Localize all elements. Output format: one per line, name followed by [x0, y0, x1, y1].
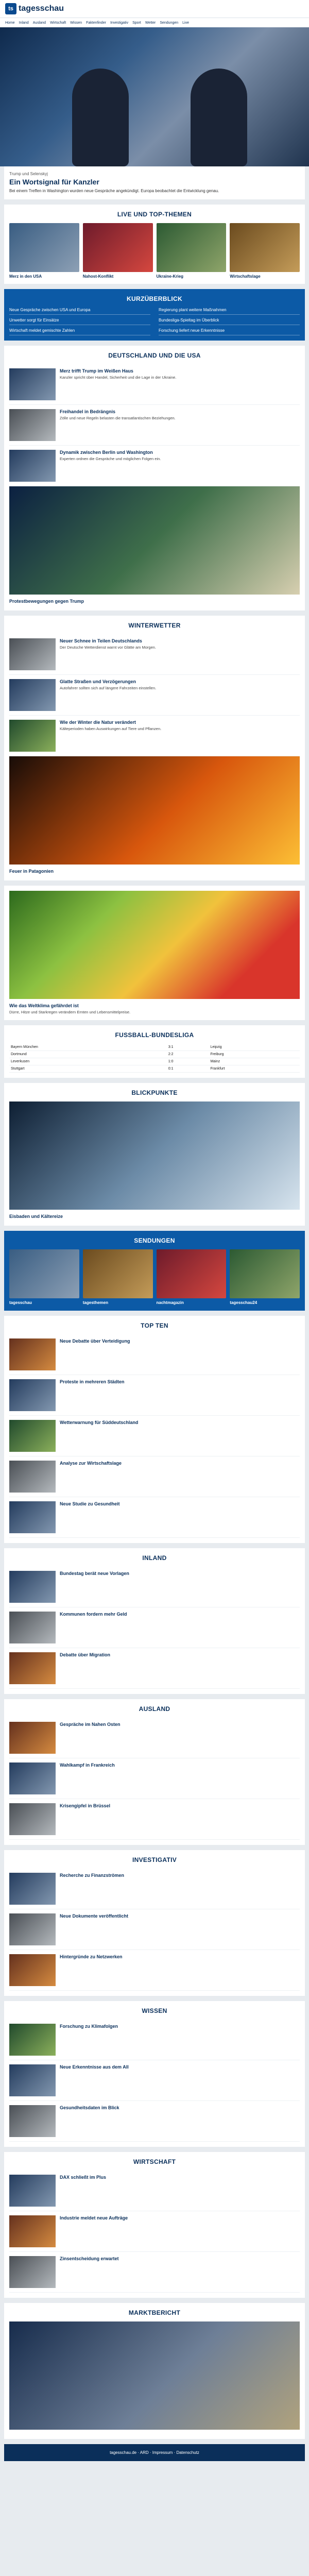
live-topics [4, 205, 305, 284]
article-image [9, 1420, 56, 1452]
article-title: Recherche zu Finanzströmen [60, 1872, 125, 1878]
list-item[interactable] [9, 716, 300, 756]
article-image [9, 1338, 56, 1370]
article-image [9, 2256, 56, 2288]
feature-image[interactable] [9, 486, 300, 595]
article-title: Gespräche im Nahen Osten [60, 1721, 121, 1727]
summary-item[interactable]: Unwetter sorgt für Einsätze [9, 318, 150, 325]
topten-item[interactable] [9, 1375, 300, 1416]
article-title: Dynamik zwischen Berlin und Washington [60, 450, 153, 455]
table-row[interactable] [9, 1065, 300, 1073]
main-nav [0, 18, 309, 27]
topten-item[interactable] [9, 1416, 300, 1456]
sendungen-section [4, 1231, 305, 1311]
live-thumb [9, 223, 79, 272]
nav-item[interactable]: Sport [132, 21, 141, 25]
article-title: DAX schließt im Plus [60, 2174, 107, 2180]
wissen-title: WISSEN [142, 2007, 167, 2014]
article-image [9, 1501, 56, 1533]
topten-item[interactable] [9, 1497, 300, 1538]
list-item[interactable] [9, 1909, 300, 1950]
hero-headline[interactable]: Ein Wortsignal für Kanzler [9, 178, 99, 186]
food-title: Wie das Weltklima gefährdet ist [9, 1003, 79, 1009]
list-item[interactable] [9, 1758, 300, 1799]
blickpunkte-section [4, 1083, 305, 1226]
article-title: Wie der Winter die Natur verändert [60, 720, 136, 725]
live-title: LIVE UND TOP-THEMEN [117, 210, 192, 218]
article-title: Wetterwarnung für Süddeutschland [60, 1419, 139, 1425]
article-title: Neue Dokumente veröffentlicht [60, 1913, 129, 1919]
article-title: Glatte Straßen und Verzögerungen [60, 679, 136, 685]
team-home: Dortmund [9, 1051, 167, 1058]
score: 1:0 [167, 1058, 209, 1065]
site-header [0, 0, 309, 18]
wissen-section [4, 2001, 305, 2147]
logo-text: tagesschau [19, 4, 64, 13]
live-thumb [230, 223, 300, 272]
table-row[interactable] [9, 1058, 300, 1065]
list-item[interactable] [9, 1567, 300, 1607]
topten-section [4, 1316, 305, 1543]
sendung-thumb [230, 1249, 300, 1298]
team-away: Freiburg [209, 1051, 300, 1058]
article-title: Merz trifft Trump im Weißen Haus [60, 368, 133, 374]
team-home: Leverkusen [9, 1058, 167, 1065]
list-item[interactable] [9, 2020, 300, 2060]
live-card[interactable] [157, 223, 227, 279]
investigativ-title: INVESTIGATIV [132, 1856, 177, 1863]
article-image [9, 1571, 56, 1603]
nav-item[interactable]: Inland [19, 21, 29, 25]
article-desc: Zölle und neue Regeln belasten die transatlantischen Beziehungen. [60, 416, 176, 421]
list-item[interactable] [9, 1950, 300, 1991]
article-title: Debatte über Migration [60, 1652, 111, 1657]
article-desc: Autofahrer sollten sich auf längere Fahrzeiten einstellen. [60, 686, 157, 691]
sendung-thumb [83, 1249, 153, 1298]
live-card[interactable] [83, 223, 153, 279]
article-title: Gesundheitsdaten im Blick [60, 2105, 119, 2110]
summary-title: KURZÜBERBLICK [127, 295, 182, 303]
ausland-title: AUSLAND [139, 1705, 170, 1713]
article-image [9, 1873, 56, 1905]
article-title: Freihandel in Bedrängnis [60, 409, 116, 415]
list-item[interactable] [9, 1869, 300, 1909]
live-caption: Wirtschaftslage [230, 274, 261, 279]
nav-item[interactable]: Wetter [145, 21, 156, 25]
article-desc: Kälteperioden haben Auswirkungen auf Tiere und Pflanzen. [60, 726, 162, 732]
article-title: Kommunen fordern mehr Geld [60, 1611, 127, 1617]
live-caption: Ukraine-Krieg [156, 274, 183, 279]
summary-item[interactable]: Forschung liefert neue Erkenntnisse [159, 328, 300, 335]
nav-item[interactable]: Home [5, 21, 15, 25]
summary-item[interactable]: Wirtschaft meldet gemischte Zahlen [9, 328, 150, 335]
article-image [9, 2175, 56, 2207]
list-item[interactable] [9, 2060, 300, 2101]
list-item[interactable] [9, 364, 300, 405]
summary-item[interactable]: Regierung plant weitere Maßnahmen [159, 308, 300, 315]
list-item[interactable] [9, 1648, 300, 1689]
article-title: Neue Studie zu Gesundheit [60, 1501, 120, 1506]
live-thumb [157, 223, 227, 272]
tagesschau-logo[interactable] [5, 3, 64, 14]
article-title: Krisengipfel in Brüssel [60, 1803, 111, 1808]
article-image [9, 1913, 56, 1945]
blickpunkte-image[interactable] [9, 1101, 300, 1210]
list-item[interactable] [9, 2101, 300, 2142]
list-item[interactable] [9, 1799, 300, 1840]
live-card[interactable] [230, 223, 300, 279]
inland-section [4, 1548, 305, 1694]
article-title: Zinsentscheidung erwartet [60, 2256, 119, 2261]
topten-title: TOP TEN [141, 1321, 168, 1329]
article-image [9, 1652, 56, 1684]
ausland-section [4, 1699, 305, 1845]
sendung-name: tagesschau [9, 1300, 32, 1306]
article-title: Analyse zur Wirtschaftslage [60, 1460, 122, 1466]
nav-item[interactable]: Wissen [70, 21, 82, 25]
list-item[interactable] [9, 2171, 300, 2211]
live-caption: Nahost-Konflikt [82, 274, 114, 279]
hero-story[interactable] [0, 27, 309, 199]
section-title: WINTERWETTER [128, 622, 181, 630]
article-image [9, 409, 56, 441]
nav-item[interactable]: Investigativ [110, 21, 129, 25]
list-item[interactable] [9, 405, 300, 446]
hero-kicker: Trump und Selenskyj [9, 172, 48, 176]
market-image[interactable] [9, 2321, 300, 2430]
nav-item[interactable]: Sendungen [160, 21, 179, 25]
score: 0:1 [167, 1065, 209, 1073]
article-title: Neue Debatte über Verteidigung [60, 1338, 130, 1344]
sendungen-title: SENDUNGEN [134, 1237, 175, 1245]
list-item[interactable] [9, 634, 300, 675]
article-image [9, 1612, 56, 1643]
wirtschaft-title: WIRTSCHAFT [133, 2158, 176, 2165]
team-away: Mainz [209, 1058, 300, 1065]
market-section [4, 2303, 305, 2439]
summary-grid [9, 308, 300, 335]
article-image [9, 450, 56, 482]
sendung-thumb [157, 1249, 227, 1298]
list-item[interactable] [9, 2211, 300, 2252]
sendung-name: tagesschau24 [230, 1300, 258, 1306]
list-item[interactable] [9, 1718, 300, 1758]
article-image [9, 1954, 56, 1986]
sendungen-grid [9, 1249, 300, 1306]
live-caption: Merz in den USA [9, 274, 42, 279]
article-image [9, 1803, 56, 1835]
article-title: Industrie meldet neue Aufträge [60, 2215, 128, 2221]
article-desc: Experten ordnen die Gespräche und möglichen Folgen ein. [60, 456, 161, 462]
team-away: Frankfurt [209, 1065, 300, 1073]
wirtschaft-section [4, 2152, 305, 2298]
live-thumb [83, 223, 153, 272]
sendung-card[interactable] [83, 1249, 153, 1306]
winter-section [4, 616, 305, 880]
hero-image [0, 27, 309, 166]
score: 2:2 [167, 1051, 209, 1058]
fire-title[interactable]: Feuer in Patagonien [9, 869, 54, 874]
sendung-thumb [9, 1249, 79, 1298]
article-image [9, 1762, 56, 1794]
fruit-image [9, 891, 300, 999]
team-away: Leipzig [209, 1044, 300, 1051]
feature-title[interactable]: Protestbewegungen gegen Trump [9, 599, 84, 604]
team-home: Bayern München [9, 1044, 167, 1051]
inland-title: INLAND [142, 1554, 167, 1562]
live-card[interactable] [9, 223, 79, 279]
table-row[interactable] [9, 1051, 300, 1058]
nav-item[interactable]: Live [182, 21, 189, 25]
article-image [9, 2105, 56, 2137]
article-image [9, 2064, 56, 2096]
market-title: MARKTBERICHT [128, 2309, 181, 2316]
germany-usa-section [4, 346, 305, 611]
list-item[interactable] [9, 446, 300, 486]
live-grid [9, 223, 300, 279]
food-story[interactable] [4, 886, 305, 1020]
summary-section [4, 289, 305, 341]
summary-item[interactable]: Neue Gespräche zwischen USA und Europa [9, 308, 150, 315]
hero-teaser: Bei einem Treffen in Washington wurden neue Gespräche angekündigt. Europa beobachtet die Entwicklung genau. [9, 189, 219, 193]
section-title: DEUTSCHLAND UND DIE USA [108, 352, 201, 360]
article-image [9, 2024, 56, 2056]
article-desc: Der Deutsche Wetterdienst warnt vor Glätte am Morgen. [60, 645, 157, 650]
logo-mark: ts [5, 3, 16, 14]
nav-item[interactable]: Ausland [32, 21, 46, 25]
investigativ-section [4, 1850, 305, 1996]
nav-item[interactable]: Faktenfinder [86, 21, 107, 25]
article-image [9, 368, 56, 400]
article-image [9, 720, 56, 752]
list-item[interactable] [9, 1607, 300, 1648]
sendung-card[interactable] [157, 1249, 227, 1306]
article-title: Neue Erkenntnisse aus dem All [60, 2064, 129, 2070]
topten-item[interactable] [9, 1334, 300, 1375]
nav-item[interactable]: Wirtschaft [50, 21, 66, 25]
list-item[interactable] [9, 2252, 300, 2293]
article-image [9, 638, 56, 670]
sendung-name: nachtmagazin [156, 1300, 184, 1306]
team-home: Stuttgart [9, 1065, 167, 1073]
article-desc: Kanzler spricht über Handel, Sicherheit und die Lage in der Ukraine. [60, 375, 177, 380]
article-image [9, 2215, 56, 2247]
table-row[interactable] [9, 1044, 300, 1051]
results-table [9, 1044, 300, 1073]
food-desc: Dürre, Hitze und Starkregen verändern Ernten und Lebensmittelpreise. [9, 1010, 131, 1015]
footer: tagesschau.de · ARD · Impressum · Datenschutz [4, 2444, 305, 2461]
sendung-card[interactable] [9, 1249, 79, 1306]
topten-item[interactable] [9, 1456, 300, 1497]
article-title: Forschung zu Klimafolgen [60, 2023, 118, 2029]
article-image [9, 1379, 56, 1411]
article-image [9, 1461, 56, 1493]
article-title: Wahlkampf in Frankreich [60, 1762, 115, 1768]
sendung-name: tagesthemen [82, 1300, 109, 1306]
article-image [9, 679, 56, 711]
list-item[interactable] [9, 675, 300, 716]
article-title: Hintergründe zu Netzwerken [60, 1954, 123, 1959]
blickpunkte-headline[interactable]: Eisbaden und Kältereize [9, 1214, 63, 1219]
article-title: Proteste in mehreren Städten [60, 1379, 125, 1384]
article-title: Neuer Schnee in Teilen Deutschlands [60, 638, 142, 644]
article-image [9, 1722, 56, 1754]
football-title: FUSSBALL-BUNDESLIGA [115, 1031, 194, 1039]
score: 3:1 [167, 1044, 209, 1051]
fire-image[interactable] [9, 756, 300, 865]
article-title: Bundestag berät neue Vorlagen [60, 1570, 129, 1576]
summary-item[interactable]: Bundesliga-Spieltag im Überblick [159, 318, 300, 325]
hero-text [4, 166, 305, 199]
football-section [4, 1025, 305, 1078]
sendung-card[interactable] [230, 1249, 300, 1306]
blickpunkte-title: BLICKPUNKTE [131, 1089, 178, 1097]
